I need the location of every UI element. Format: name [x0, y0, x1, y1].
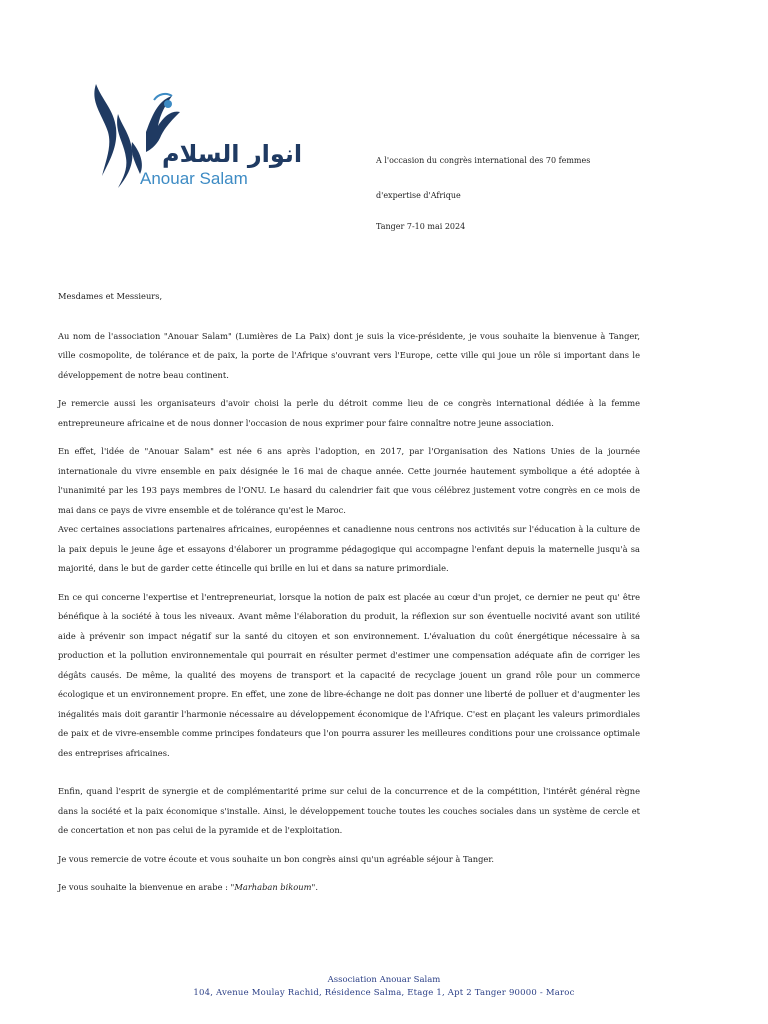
logo-arabic-text: انوار السلام [162, 140, 303, 168]
paragraph-welcome: Au nom de l'association "Anouar Salam" (Lumières de La Paix) dont je suis la vice-présidente, je vous souhaite la bienvenue à Tanger, ville cosmopolite, de tolérance et de paix, la porte de l'Afrique s'ouvrant vers l'Europe, cette ville qui joue un rôle si important dans le développement de notre beau continent. [58, 330, 640, 380]
occasion-line-2: d'expertise d'Afrique [376, 191, 461, 200]
letter-body [58, 287, 640, 898]
logo-latin-text: Anouar Salam [140, 169, 248, 188]
footer-address: 104, Avenue Moulay Rachid, Résidence Salma, Etage 1, Apt 2 Tanger 90000 - Maroc [193, 988, 575, 998]
paragraph-origin: En effet, l'idée de "Anouar Salam" est née 6 ans après l'adoption, en 2017, par l'Organisation des Nations Unies de la journée internationale du vivre ensemble en paix désignée le 16 mai de chaque année. Cette journée hautement symbolique a été adoptée à l'unanimité par les 193 pays membres de l'ONU. Le hasard du calendrier fait que vous célébrez justement votre congrès en ce mois de mai dans ce pays de vivre ensemble et de tolérance qu'est le Maroc. [58, 446, 640, 515]
occasion-date: Tanger 7-10 mai 2024 [376, 222, 466, 231]
greeting-prefix: Je vous souhaite la bienvenue en arabe : " [58, 882, 235, 892]
occasion-line-1: A l'occasion du congrès international des 70 femmes [376, 156, 591, 165]
occasion-block [376, 155, 696, 256]
paragraph-activities: Avec certaines associations partenaires africaines, européennes et canadienne nous centrons nos activités sur l'éducation à la culture de la paix depuis le jeune âge et essayons d'élaborer un programme pédagogique qui accompagne l'enfant depuis la maternelle jusqu'à sa majorité, dans le but de garder cette étincelle qui brille en lui et dans sa nature primordiale. [58, 524, 640, 573]
greeting-suffix: ". [311, 882, 318, 892]
footer-organization: Association Anouar Salam [327, 975, 441, 985]
paragraph-arabic-greeting [58, 878, 640, 898]
paragraph-closing: Je vous remercie de votre écoute et vous souhaite un bon congrès ainsi qu'un agréable séjour à Tanger. [58, 853, 495, 864]
paragraph-thanks: Je remercie aussi les organisateurs d'avoir choisi la perle du détroit comme lieu de ce congrès international dédiée à la femme entrepreuneure africaine et de nous donner l'occasion de nous exprimer pour faire connaître notre jeune association. [58, 398, 640, 428]
salutation: Mesdames et Messieurs, [58, 291, 163, 301]
paragraph-synergy: Enfin, quand l'esprit de synergie et de complémentarité prime sur celui de la concurrence et de la compétition, l'intérêt général règne dans la société et la paix économique s'installe. Ainsi, le développement touche toutes les couches sociales dans un système de cercle et de concertation et non pas celui de la pyramide et de l'exploitation. [58, 786, 640, 835]
letter-footer [0, 974, 768, 1000]
anouar-salam-logo [88, 80, 303, 192]
paragraph-entrepreneurship: En ce qui concerne l'expertise et l'entrepreneuriat, lorsque la notion de paix est placée au cœur d'un projet, ce dernier ne peut qu' être bénéfique à la société à tous les niveaux. Avant même l'élaboration du produit, la réflexion sur son éventuelle nocivité avant son utilité aide à prévenir son impact négatif sur la santé du citoyen et son environnement. L'évaluation du coût énergétique nécessaire à sa production et la pollution environnementale qui pourrait en résulter permet d'estimer une compensation adéquate afin de corriger les dégâts causés. De même, la qualité des moyens de transport et la capacité de recyclage jouent un grand rôle pour un commerce écologique et un environnement propre. En effet, une zone de libre-échange ne doit pas donner une liberté de polluer et d'augmenter les inégalités mais doit garantir l'harmonie nécessaire au développement économique de l'Afrique. C'est en plaçant les valeurs primordiales de paix et de vivre-ensemble comme principes fondateurs que l'on pourra assurer les meilleures conditions pour une croissance optimale des entreprises africaines. [58, 591, 640, 758]
greeting-italic: Marhaban bikoum [234, 882, 312, 892]
dove-emblem-icon [88, 80, 303, 192]
